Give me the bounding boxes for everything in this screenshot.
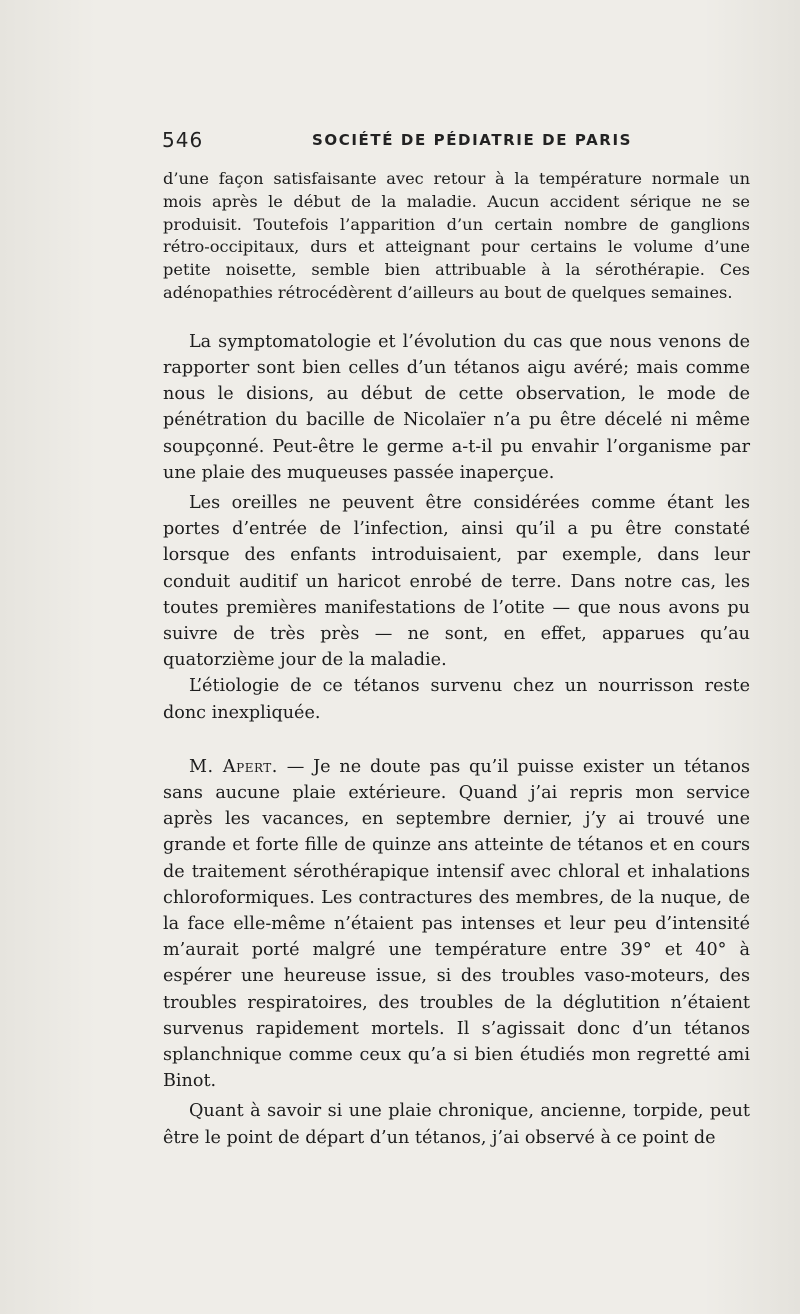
page-number: 546 [162, 128, 204, 152]
paragraph-ears: Les oreilles ne peuvent être considérées comme étant les portes d’entrée de l’infection, ainsi qu’il a pu être constaté lorsque des enfants introduisaient, par exemple, dans leur conduit auditif un haricot enrobé de terre. Dans notre cas, les toutes premières manifestations de l’otite — que nous avons pu suivre de très près — ne sont, en effet, apparues qu’au quatorzième jour de la maladie. [163, 493, 750, 671]
paragraph-apert [163, 754, 750, 1095]
paragraph-continuation: d’une façon satisfaisante avec retour à la température normale un mois après le début de la maladie. Aucun accident sérique ne se produisit. Toutefois l’apparition d’un certain nombre de ganglions rétro-occipitaux, durs et atteignant pour certains le volume d’une petite noisette, semble bien attribuable à la sérothérapie. Ces adénopathies rétrocédèrent d’ailleurs au bout de quelques semaines. [163, 169, 750, 302]
journal-title: SOCIÉTÉ DE PÉDIATRIE DE PARIS [312, 131, 633, 149]
apert-remarks: — Je ne doute pas qu’il puisse exister un tétanos sans aucune plaie extérieure. Quand j’ai repris mon service après les vacances, en septembre dernier, j’y ai trouvé une grande et forte fille de quinze ans atteinte de tétanos et en cours de traitement sérothérapique intensif avec chloral et inhalations chloroformiques. Les contractures des membres, de la nuque, de la face elle-même n’étaient pas intenses et leur peu d’intensité m’aurait porté malgré une température entre 39° et 40° à espérer une heureuse issue, si des troubles vaso-moteurs, des troubles respiratoires, des troubles de la déglutition n’étaient survenus rapidement mortels. Il s’agissait donc d’un tétanos splanchnique comme ceux qu’a si bien étudiés mon regretté ami Binot. [163, 756, 750, 1092]
running-head [162, 128, 750, 156]
paragraph-chronic-wound: Quant à savoir si une plaie chronique, ancienne, torpide, peut être le point de départ d’un tétanos, j’ai observé à ce point de [163, 1101, 750, 1148]
body-text [163, 168, 750, 1151]
paragraph-etiology: L’étiologie de ce tétanos survenu chez un nourrisson reste donc inexpliquée. [163, 676, 750, 723]
speaker-name: M. Apert. [189, 756, 278, 777]
paragraph-symptomatology: La symptomatologie et l’évolution du cas que nous venons de rapporter sont bien celles d’un tétanos aigu avéré; mais comme nous le disions, au début de cette observation, le mode de pénétration du bacille de Nicolaïer n’a pu être décelé ni même soupçonné. Peut-être le germe a-t-il pu envahir l’organisme par une plaie des muqueuses passée inaperçue. [163, 331, 750, 483]
